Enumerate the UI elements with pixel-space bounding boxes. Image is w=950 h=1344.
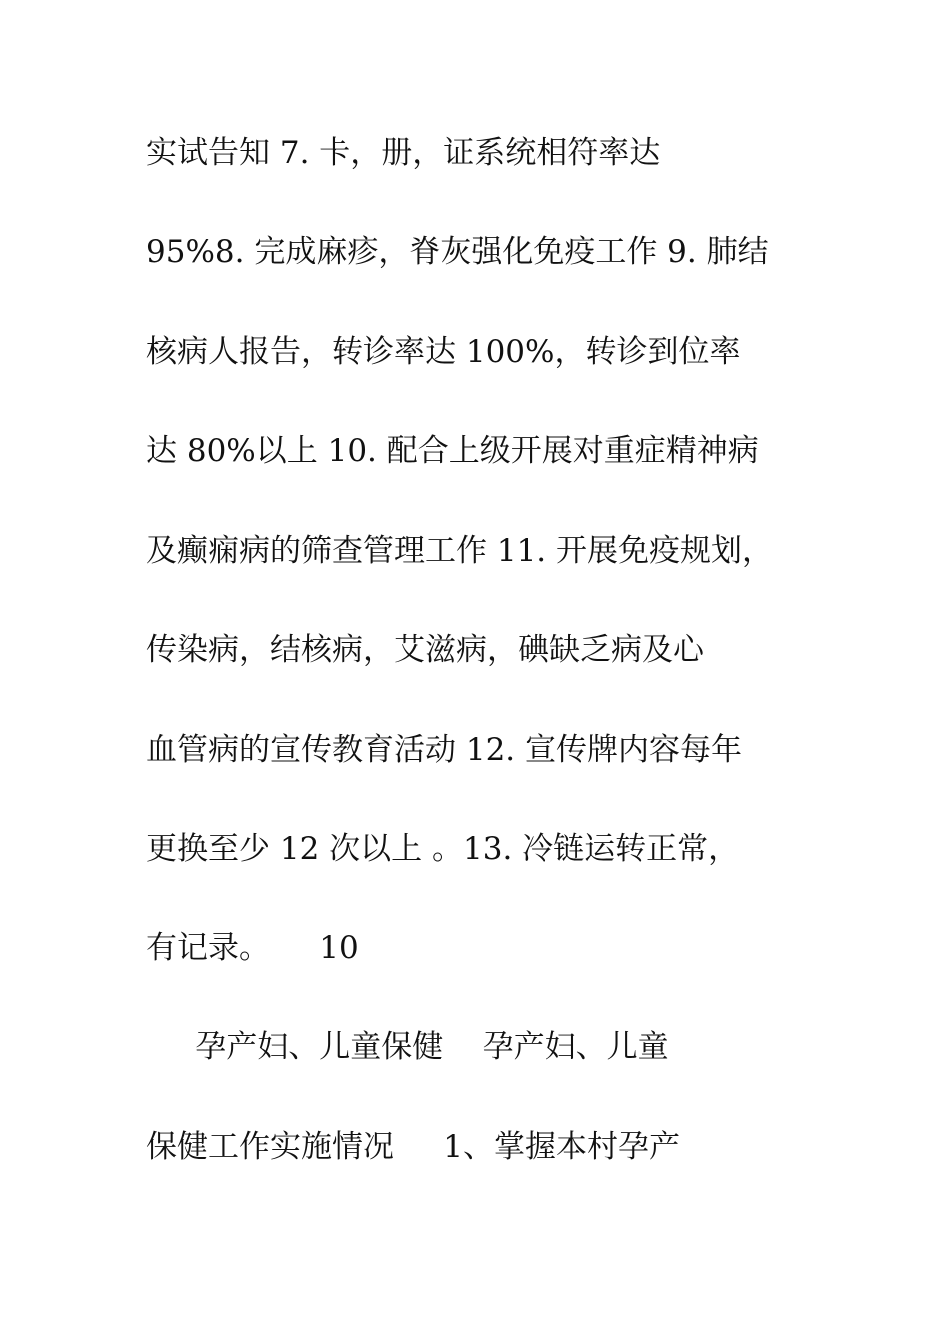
text-line-11: 保健工作实施情况 1、掌握本村孕产: [146, 1129, 680, 1165]
text-line-1: 实试告知 7. 卡，册，证系统相符率达: [146, 135, 661, 171]
text-line-8: 更换至少 12 次以上 。13. 冷链运转正常，: [146, 831, 740, 867]
text-line-4: 达 80%以上 10. 配合上级开展对重症精神病: [146, 433, 759, 469]
text-line-7: 血管病的宣传教育活动 12. 宣传牌内容每年: [146, 732, 743, 768]
text-line-5: 及癫痫病的筛查管理工作 11. 开展免疫规划，: [146, 533, 774, 569]
text-line-6: 传染病，结核病，艾滋病，碘缺乏病及心: [146, 632, 704, 668]
text-line-3: 核病人报告，转诊率达 100%，转诊到位率: [146, 334, 741, 370]
text-line-2: 95%8. 完成麻疹，脊灰强化免疫工作 9. 肺结: [146, 234, 769, 270]
text-line-9: 有记录。 10: [146, 930, 359, 966]
text-line-10: 孕产妇、儿童保健 孕产妇、儿童: [146, 1029, 669, 1065]
